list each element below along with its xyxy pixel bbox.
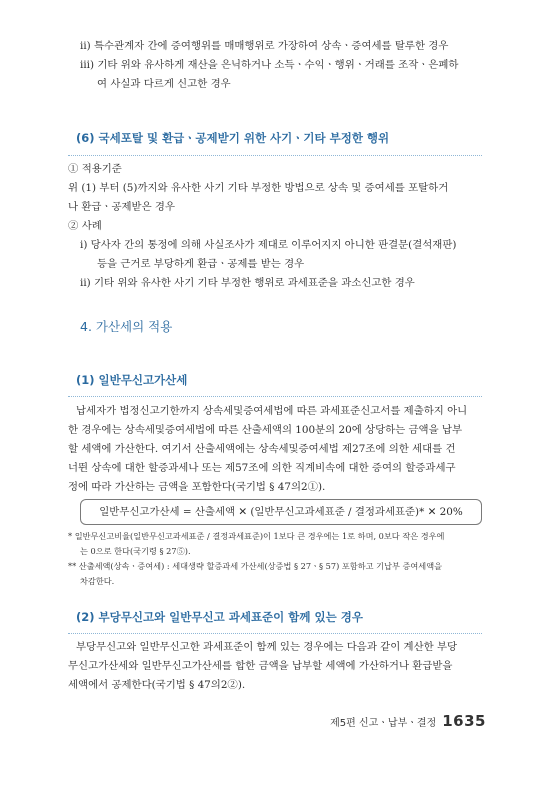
- case-item-i: ⅰ) 당사자 간의 통정에 의해 사실조사가 제대로 이루어지지 아니한 판결문(결석재판): [80, 239, 457, 251]
- paragraph-line: 한 경우에는 상속세및증여세법에 따른 산출세액의 100분의 20에 상당하는 금액을 납부: [68, 424, 463, 436]
- criteria-label: ① 적용기준: [68, 163, 122, 175]
- list-item-iii: ⅲ) 기타 위와 유사하게 재산을 은닉하거나 소득ㆍ수익ㆍ행위ㆍ거래를 조작ㆍ은폐하: [80, 59, 459, 71]
- section-heading-2: (2) 부당무신고와 일반무신고 과세표준이 함께 있는 경우: [76, 610, 363, 624]
- criteria-text: 위 (1) 부터 (5)까지와 유사한 사기 기타 부정한 방법으로 상속 및 증여세를 포탈하거: [68, 182, 449, 194]
- page-number: 1635: [442, 712, 486, 730]
- footnote: ** 산출세액(상속ㆍ증여세) : 세대생략 할증과세 가산세(상증법 § 27ㆍ§ 57) 포함하고 기납부 증여세액을: [68, 561, 443, 571]
- paragraph-line: 무신고가산세와 일반무신고가산세를 합한 금액을 납부할 세액에 가산하거나 환급받을: [68, 660, 453, 672]
- chapter-label: 제5편 신고ㆍ납부ㆍ결정: [330, 718, 437, 729]
- footnote: * 일반무신고비율(일반무신고과세표준 / 결정과세표준)이 1보다 큰 경우에는 1로 하며, 0보다 작은 경우에: [68, 531, 445, 541]
- paragraph-line: 세액에서 공제한다(국기법 § 47의2②).: [68, 679, 246, 691]
- paragraph-line: 너뛴 상속에 대한 할증과세나 또는 제57조에 의한 직계비속에 대한 증여의 할증과세구: [68, 462, 456, 474]
- cases-label: ② 사례: [68, 220, 102, 232]
- chapter-heading: 4. 가산세의 적용: [80, 319, 173, 334]
- section-heading-6: (6) 국세포탈 및 환급ㆍ공제받기 위한 사기ㆍ기타 부정한 행위: [76, 131, 390, 145]
- paragraph-line: 할 세액에 가산한다. 여기서 산출세액에는 상속세및증여세법 제27조에 의한 세대를 건: [68, 443, 456, 455]
- criteria-text-cont: 나 환급ㆍ공제받은 경우: [68, 201, 175, 213]
- section-divider: [68, 155, 482, 156]
- case-item-i-cont: 등을 근거로 부당하게 환급ㆍ공제를 받는 경우: [97, 258, 305, 270]
- list-item-iii-cont: 여 사실과 다르게 신고한 경우: [97, 78, 231, 90]
- section-heading-1: (1) 일반무신고가산세: [76, 373, 188, 387]
- formula-box: [80, 499, 482, 525]
- paragraph-line: 부당무신고와 일반무신고한 과세표준이 함께 있는 경우에는 다음과 같이 계산한 부당: [76, 641, 458, 653]
- formula-text: 일반무신고가산세 = 산출세액 ✕ (일반무신고과세표준 / 결정과세표준)* ✕ 20%: [99, 506, 463, 518]
- case-item-ii: ⅱ) 기타 위와 유사한 사기 기타 부정한 행위로 과세표준을 과소신고한 경우: [80, 277, 415, 289]
- paragraph-line: 납세자가 법정신고기한까지 상속세및증여세법에 따른 과세표준신고서를 제출하지 아니: [76, 405, 468, 417]
- list-item-ii: ⅱ) 특수관계자 간에 증여행위를 매매행위로 가장하여 상속ㆍ증여세를 탈루한 경우: [80, 40, 449, 52]
- section-divider: [68, 633, 482, 634]
- paragraph-line: 정에 따라 가산하는 금액을 포함한다(국기법 § 47의2①).: [68, 481, 326, 493]
- footnote-cont: 차감한다.: [80, 576, 115, 586]
- page-footer: [330, 711, 486, 730]
- footnote-cont: 는 0으로 한다(국기령 § 27⑤).: [80, 546, 191, 556]
- section-divider: [68, 396, 482, 397]
